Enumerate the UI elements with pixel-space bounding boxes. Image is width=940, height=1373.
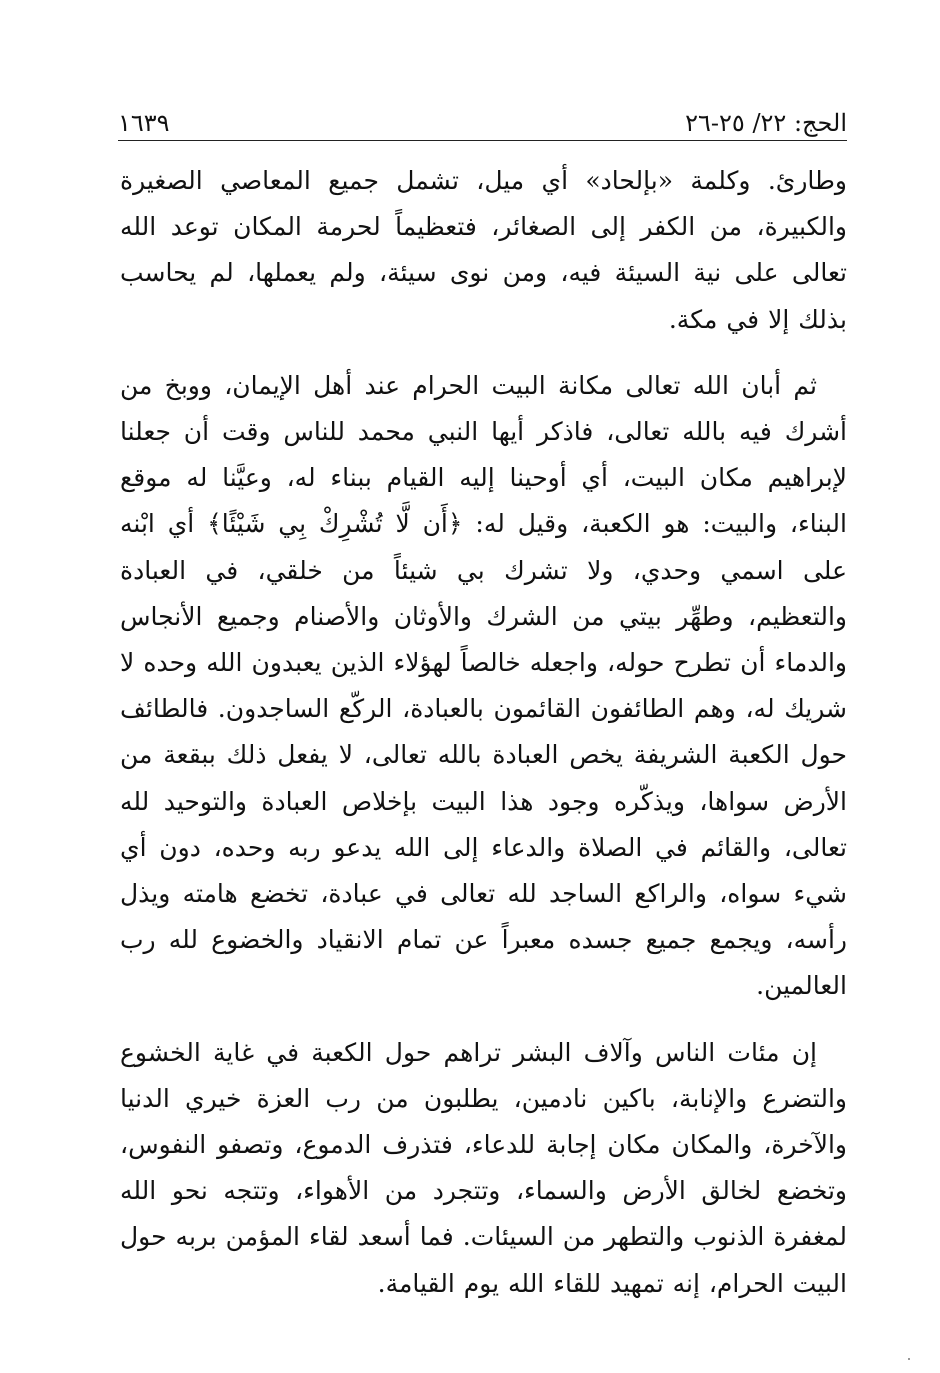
paragraph-pilgrims: إن مئات الناس وآلاف البشر تراهم حول الكعبة في غاية الخشوع والتضرع والإنابة، باكين نادمين، يطلبون من رب العزة خيري الدنيا والآخرة، والمكان مكان إجابة للدعاء، فتذرف الدموع، وتصفو النفوس، وتخضع لخالق الأرض والسماء، وتتجرد من الأهواء، وتتجه نحو الله لمغفرة الذنوب والتطهر من السيئات. فما أسعد لقاء المؤمن بربه حول البيت الحرام، إنه تمهيد للقاء الله يوم القيامة. xyxy=(120,1037,847,1298)
section-reference: الحج: ٢٢/ ٢٥-٢٦ xyxy=(685,109,847,137)
page-body xyxy=(120,158,847,1307)
page-number: ١٦٣٩ xyxy=(118,109,170,137)
running-header xyxy=(118,92,847,138)
paragraph-continuation: وطارئ. وكلمة «بإلحاد» أي ميل، تشمل جميع المعاصي الصغيرة والكبيرة، من الكفر إلى الصغائر، فتعظيماً لحرمة المكان توعد الله تعالى على نية السيئة فيه، ومن نوى سيئة، ولم يعملها، لم يحاسب بذلك إلا في مكة. xyxy=(120,166,847,334)
paragraph-house-of-god: ثم أبان الله تعالى مكانة البيت الحرام عند أهل الإيمان، ووبخ من أشرك فيه بالله تعالى، فاذكر أيها النبي محمد للناس وقت أن جعلنا لإبراهيم مكان البيت، أي أوحينا إليه القيام ببناء له، وعيَّنا له موقع البناء، والبيت: هو الكعبة، وقيل له: ﴿أَن لَّا تُشْرِكْ بِي شَيْئًا﴾ أي ابْنه على اسمي وحدي، ولا تشرك بي شيئاً من خلقي، في العبادة والتعظيم، وطهِّر بيتي من الشرك والأوثان والأصنام وجميع الأنجاس والدماء أن تطرح حوله، واجعله خالصاً لهؤلاء الذين يعبدون الله وحده لا شريك له، وهم الطائفون القائمون بالعبادة، الركّع الساجدون. فالطائف حول الكعبة الشريفة يخص العبادة بالله تعالى، لا يفعل ذلك ببقعة من الأرض سواها، ويذكّره وجود هذا البيت بإخلاص العبادة والتوحيد لله تعالى، والقائم في الصلاة والدعاء إلى الله يدعو ربه وحده، دون أي شيء سواه، والراكع الساجد لله تعالى في عبادة، تخضع هامته ويذل رأسه، ويجمع جميع جسده معبراً عن تمام الانقياد والخضوع لله رب العالمين. xyxy=(120,370,847,1001)
header-rule xyxy=(118,140,847,141)
scan-speck xyxy=(908,1358,910,1360)
